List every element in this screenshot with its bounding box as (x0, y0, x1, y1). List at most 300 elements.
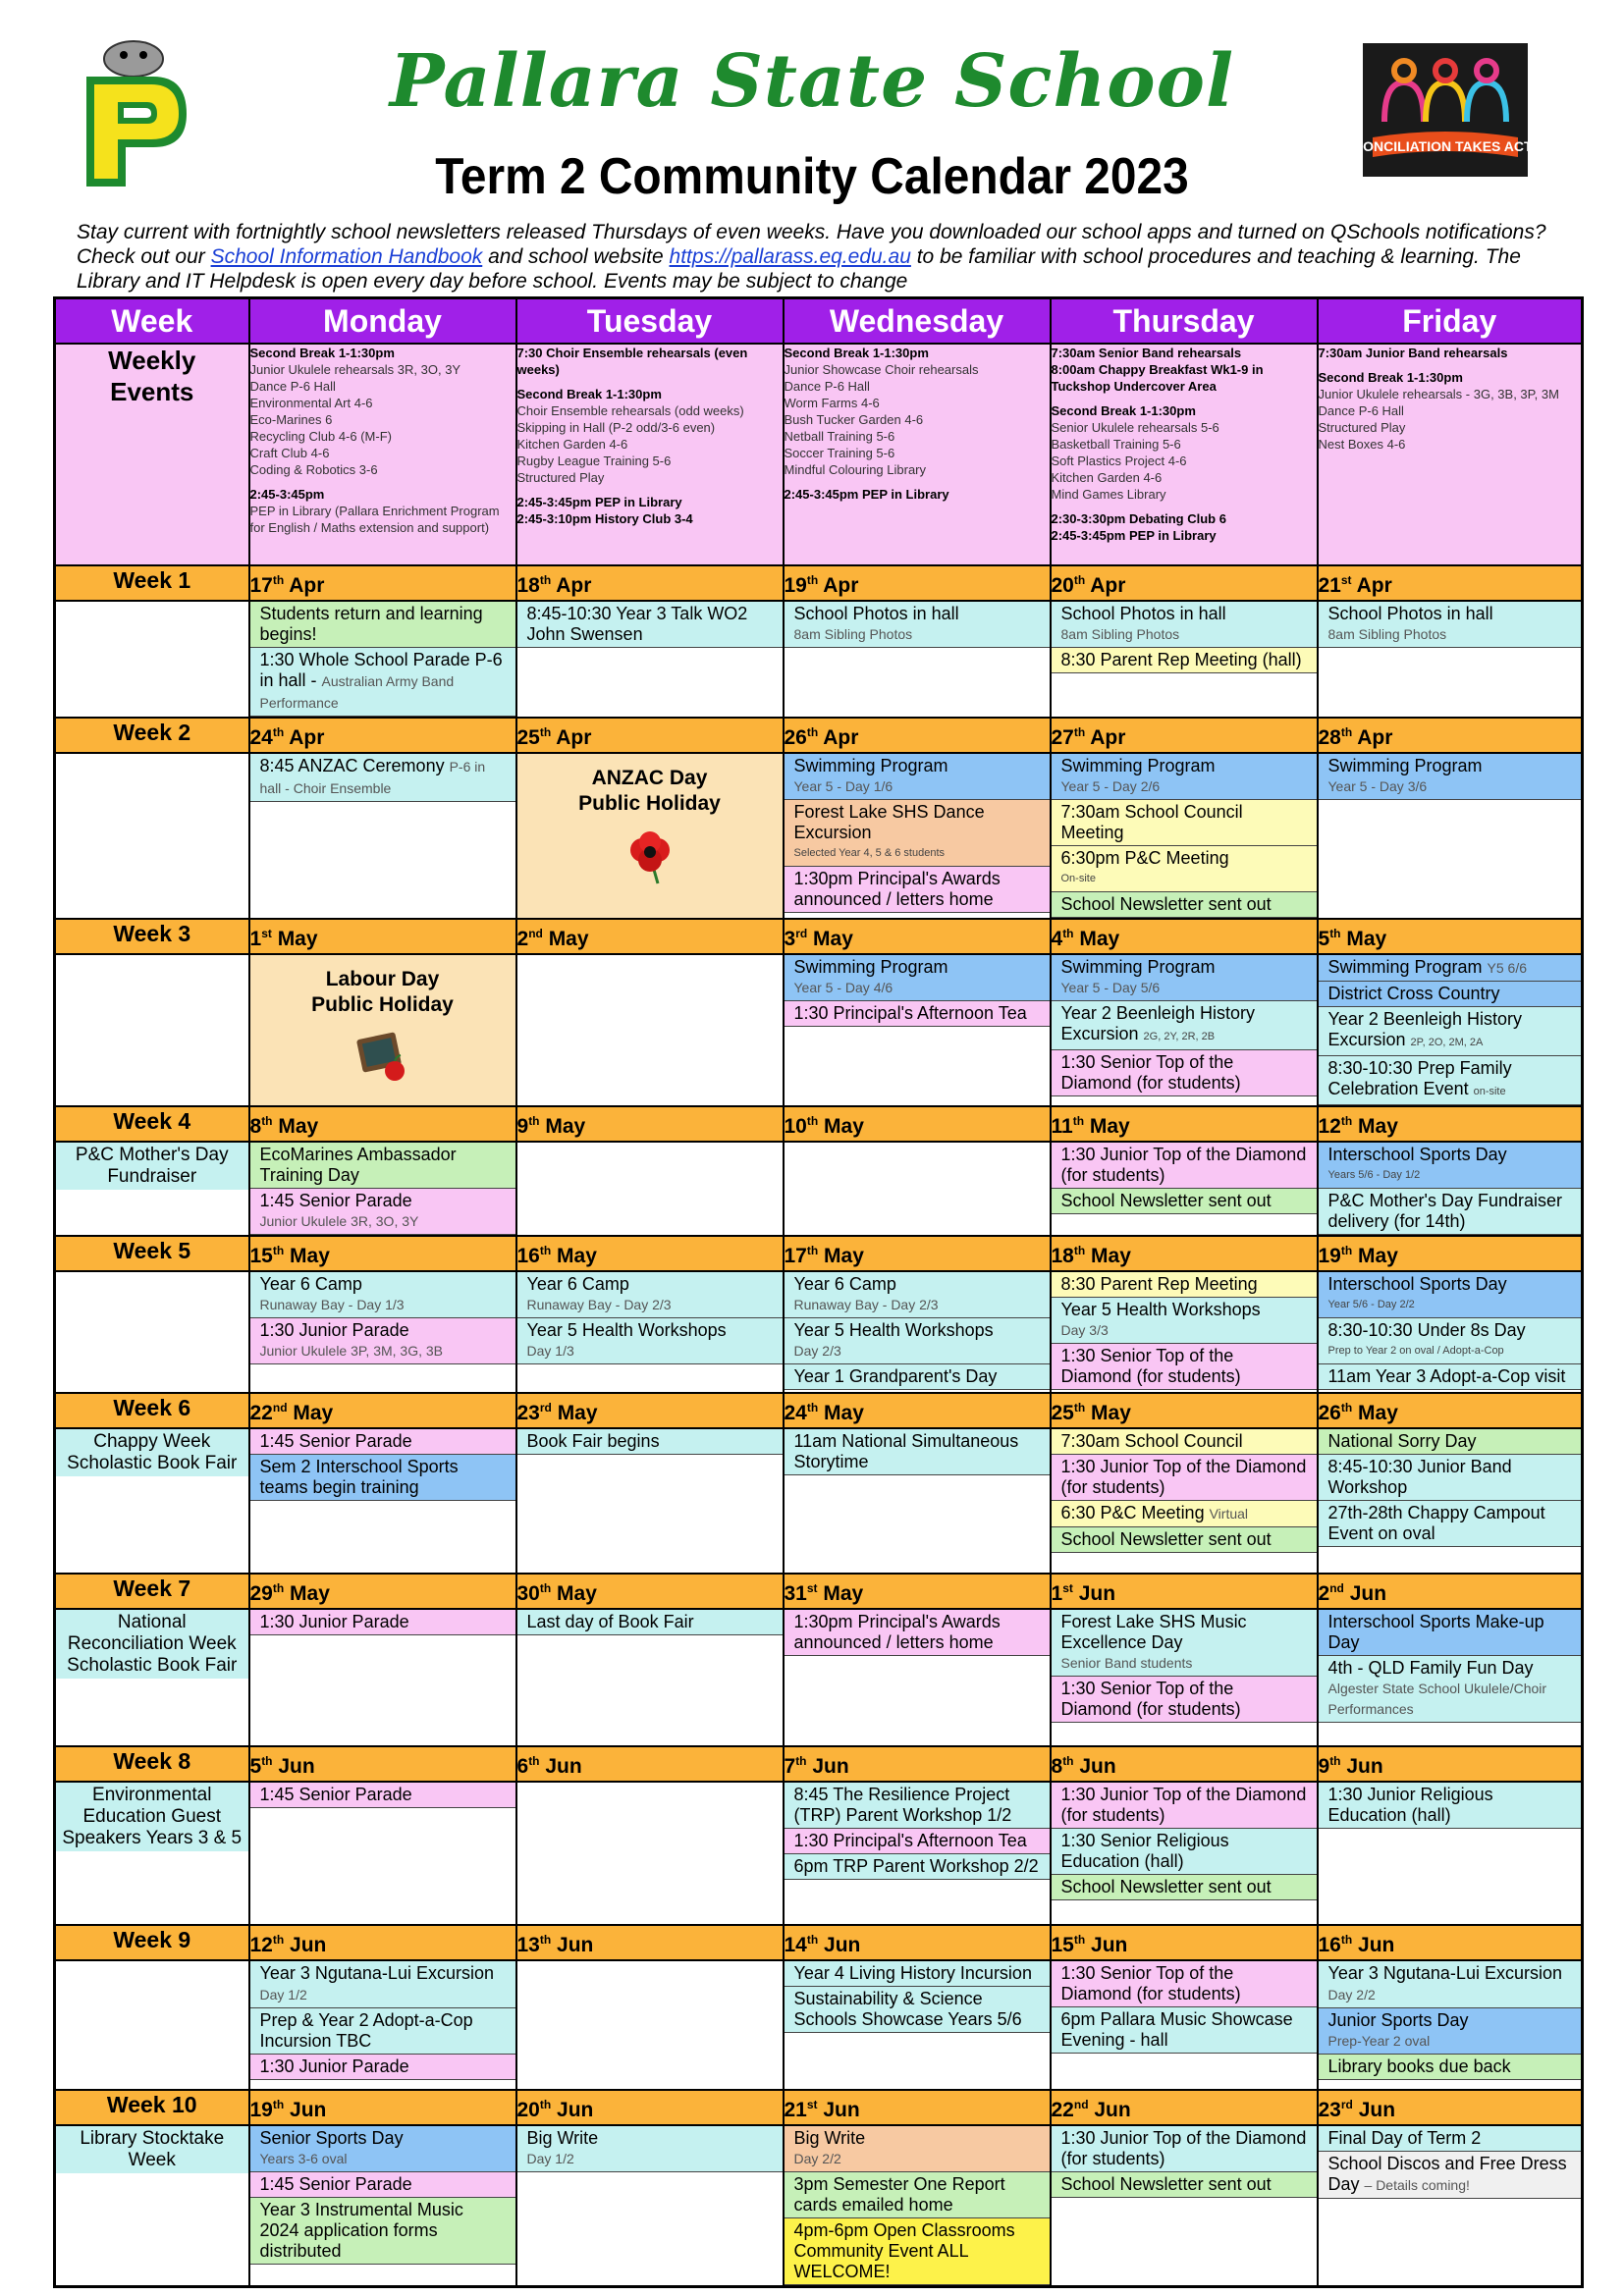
date-wednesday (784, 1393, 1051, 1428)
day-events (517, 1961, 783, 2089)
week-header-row (55, 2090, 1583, 2125)
event-detail: Junior Ukulele 3P, 3M, 3G, 3B (259, 1343, 444, 1359)
event-title: EcoMarines Ambassador Training Day (259, 1145, 457, 1185)
event-title: Last day of Book Fair (526, 1612, 694, 1631)
event-detail: Junior Ukulele 3R, 3O, 3Y (259, 1213, 419, 1229)
calendar-event (250, 1143, 515, 1189)
day-events (517, 602, 783, 717)
weekly-label-1: Weekly (108, 346, 196, 375)
date-month: May (818, 1402, 864, 1424)
day-cell-friday (1318, 1782, 1583, 1925)
event-title: Senior Sports Day (259, 2128, 404, 2148)
empty-space (517, 955, 783, 1105)
week-header-row (55, 565, 1583, 601)
date-day: 1 (249, 928, 262, 950)
day-cell-friday (1318, 1609, 1583, 1746)
handbook-link[interactable]: School Information Handbook (210, 245, 483, 268)
week-side-text: Library Stocktake Week (56, 2126, 248, 2173)
date-day: 22 (249, 1402, 273, 1424)
date-suffix: th (1062, 1754, 1074, 1768)
event-title: 8:30-10:30 Under 8s Day (1327, 1320, 1526, 1340)
day-events (785, 955, 1050, 1105)
day-cell-thursday (1051, 1271, 1318, 1393)
date-month: May (284, 1245, 330, 1267)
date-month: May (818, 1115, 864, 1138)
week-side-note (55, 601, 249, 718)
date-suffix: th (539, 1244, 552, 1257)
calendar-event (1319, 1429, 1582, 1455)
week-header-row (55, 1106, 1583, 1142)
date-month: May (551, 1582, 597, 1605)
event-title: 1:30 Whole School Parade P-6 in hall - (259, 650, 503, 690)
date-suffix: th (539, 573, 552, 587)
event-title: Year 5 Health Workshops (1060, 1300, 1261, 1319)
date-friday (1318, 565, 1583, 601)
event-title: Swimming Program (1060, 957, 1216, 977)
week-content-row (55, 753, 1583, 919)
event-detail: P-6 in hall - Choir Ensemble (259, 759, 486, 796)
week-header-row (55, 919, 1583, 954)
date-suffix: nd (1329, 1581, 1344, 1595)
date-thursday (1051, 919, 1318, 954)
day-events (1052, 1429, 1317, 1573)
calendar-event (1052, 648, 1317, 673)
calendar-event (785, 2126, 1050, 2172)
event-detail: 8am Sibling Photos (1060, 626, 1180, 642)
date-day: 2 (1318, 1582, 1330, 1605)
calendar-event (785, 1783, 1050, 1829)
calendar-event (1319, 754, 1582, 800)
date-wednesday (784, 1746, 1051, 1782)
day-events (250, 1143, 515, 1235)
event-title: 1:30pm Principal's Awards announced / letters home (793, 869, 1001, 909)
weekly-event-line: Structured Play (1318, 420, 1406, 435)
calendar-event (1319, 2055, 1582, 2080)
date-monday (249, 1393, 516, 1428)
event-note: Years 5/6 - Day 1/2 (1327, 1169, 1421, 1181)
day-events (517, 2126, 783, 2285)
anzac-holiday (517, 754, 783, 918)
event-title: Year 6 Camp (793, 1274, 896, 1294)
calendar-event (1319, 1364, 1582, 1390)
day-cell-thursday (1051, 1142, 1318, 1236)
calendar-event (1052, 1143, 1317, 1189)
event-title: 1:30pm Principal's Awards announced / letters home (793, 1612, 1001, 1652)
event-title: 6:30 P&C Meeting (1060, 1503, 1210, 1522)
day-cell-tuesday (516, 1271, 784, 1393)
date-suffix: th (806, 1114, 819, 1128)
event-title: Swimming Program (1327, 756, 1483, 775)
event-title: School Newsletter sent out (1060, 1877, 1272, 1896)
day-cell-monday (249, 1782, 516, 1925)
event-title: 6pm Pallara Music Showcase Evening - hall (1060, 2009, 1293, 2050)
labour-holiday (250, 955, 515, 1105)
weekly-event-line: 2:45-3:45pm PEP in Library (1051, 528, 1217, 543)
date-day: 29 (249, 1582, 273, 1605)
date-day: 7 (784, 1755, 796, 1778)
date-day: 20 (1051, 574, 1074, 597)
date-month: Jun (539, 1755, 582, 1778)
event-title: School Newsletter sent out (1060, 894, 1272, 914)
day-events (1319, 1610, 1582, 1745)
date-month: Jun (817, 2099, 860, 2121)
calendar-event (1052, 800, 1317, 846)
event-title: Forest Lake SHS Dance Excursion (793, 802, 985, 842)
week-label: Week 3 (55, 919, 249, 954)
day-events (1319, 1783, 1582, 1924)
date-tuesday (516, 2090, 784, 2125)
day-cell-thursday (1051, 1960, 1318, 2090)
event-title: Book Fair begins (526, 1431, 660, 1451)
empty-space (1319, 1829, 1582, 1924)
day-cell-monday (249, 1271, 516, 1393)
date-month: Apr (1352, 726, 1393, 749)
date-day: 22 (1051, 2099, 1074, 2121)
calendar-event (1052, 1189, 1317, 1214)
empty-space (785, 1475, 1050, 1573)
holiday-label: Labour Day (325, 968, 440, 990)
event-title: Swimming Program (793, 957, 948, 977)
day-cell-friday (1318, 1142, 1583, 1236)
date-day: 21 (1318, 574, 1341, 597)
date-day: 9 (1318, 1755, 1330, 1778)
day-events (785, 1961, 1050, 2089)
event-detail: Prep-Year 2 oval (1327, 2033, 1431, 2049)
weekly-event-line: Dance P-6 Hall (784, 379, 870, 394)
empty-space (785, 1027, 1050, 1105)
week-side-note (55, 1271, 249, 1393)
date-month: Jun (1352, 2099, 1396, 2121)
date-suffix: nd (1073, 2098, 1089, 2111)
event-title: Final Day of Term 2 (1327, 2128, 1482, 2148)
week-label: Week 7 (55, 1574, 249, 1609)
week-content-row (55, 1142, 1583, 1236)
date-suffix: st (1340, 573, 1352, 587)
week-content-row (55, 1609, 1583, 1746)
date-tuesday (516, 1746, 784, 1782)
day-cell-monday (249, 954, 516, 1106)
weekly-event-line: Junior Showcase Choir rehearsals (784, 362, 979, 377)
weekly-event-line: 7:30am Senior Band rehearsals (1051, 346, 1242, 360)
day-events (1319, 1961, 1582, 2089)
date-suffix: th (539, 1933, 552, 1947)
empty-space (1052, 1214, 1317, 1235)
date-friday (1318, 1236, 1583, 1271)
weekly-tuesday (516, 344, 784, 565)
date-thursday (1051, 565, 1318, 601)
date-wednesday (784, 565, 1051, 601)
event-title: 1:30 Principal's Afternoon Tea (793, 1831, 1027, 1850)
date-tuesday (516, 1925, 784, 1960)
event-title: School Photos in hall (1060, 604, 1226, 623)
date-suffix: th (272, 2098, 285, 2111)
event-title: Swimming Program (793, 756, 948, 775)
weekly-event-line: Senior Ukulele rehearsals 5-6 (1051, 420, 1219, 435)
col-monday: Monday (249, 298, 516, 345)
weekly-event-line: Recycling Club 4-6 (M-F) (249, 429, 392, 444)
date-month: Jun (1073, 1755, 1116, 1778)
week-header-row (55, 1746, 1583, 1782)
weekly-event-line: Bush Tucker Garden 4-6 (784, 412, 924, 427)
date-friday (1318, 919, 1583, 954)
date-friday (1318, 1574, 1583, 1609)
calendar-event (1052, 2007, 1317, 2054)
day-cell-friday (1318, 1271, 1583, 1393)
empty-space (1319, 1390, 1582, 1392)
empty-space (785, 648, 1050, 717)
event-title: 27th-28th Chappy Campout Event on oval (1327, 1503, 1545, 1543)
week-side-note (55, 1142, 249, 1236)
date-friday (1318, 1746, 1583, 1782)
date-tuesday (516, 718, 784, 753)
date-suffix: th (1340, 1114, 1353, 1128)
event-detail: Year 5 - Day 2/6 (1060, 778, 1161, 794)
date-suffix: st (806, 2098, 818, 2111)
day-events (250, 1610, 515, 1745)
event-title: 1:30 Senior Top of the Diamond (for students) (1060, 1346, 1241, 1386)
day-events (517, 1272, 783, 1392)
date-month: Apr (551, 574, 592, 597)
date-day: 19 (784, 574, 807, 597)
calendar-event (250, 2172, 515, 2198)
event-note: Prep to Year 2 on oval / Adopt-a-Cop (1327, 1345, 1504, 1357)
calendar-table (53, 296, 1584, 2288)
day-events (517, 1783, 783, 1924)
weekly-event-line: Second Break 1-1:30pm (249, 346, 395, 360)
date-month: May (1085, 1402, 1131, 1424)
calendar-event (1319, 2126, 1582, 2152)
day-cell-tuesday (516, 2125, 784, 2287)
date-suffix: th (1340, 1401, 1353, 1415)
date-suffix: nd (528, 927, 543, 940)
date-suffix: th (1073, 1401, 1086, 1415)
col-thursday: Thursday (1051, 298, 1318, 345)
date-tuesday (516, 1574, 784, 1609)
date-day: 24 (784, 1402, 807, 1424)
calendar-event (250, 1455, 515, 1501)
empty-space (1052, 2198, 1317, 2285)
calendar-event (1319, 1007, 1582, 1056)
calendar-event (250, 1189, 515, 1235)
weekly-event-line: Dance P-6 Hall (1318, 403, 1404, 418)
date-monday (249, 2090, 516, 2125)
date-suffix: rd (1340, 2098, 1353, 2111)
event-title: Interschool Sports Make-up Day (1327, 1612, 1544, 1652)
empty-space (1052, 1390, 1317, 1392)
day-cell-wednesday (784, 1609, 1051, 1746)
date-day: 17 (249, 574, 273, 597)
calendar-event (785, 754, 1050, 800)
weekly-event-line: Dance P-6 Hall (249, 379, 336, 394)
week-content-row (55, 2125, 1583, 2287)
date-tuesday (516, 919, 784, 954)
event-title: 11am Year 3 Adopt-a-Cop visit (1327, 1366, 1566, 1386)
date-suffix: th (1073, 573, 1086, 587)
day-events (517, 1610, 783, 1745)
date-thursday (1051, 1106, 1318, 1142)
date-day: 8 (249, 1115, 262, 1138)
date-suffix: th (806, 1401, 819, 1415)
weekly-event-line: Choir Ensemble rehearsals (odd weeks) (516, 403, 744, 418)
week-side-note (55, 1428, 249, 1574)
calendar-event (1319, 1501, 1582, 1547)
event-title: Students return and learning begins! (259, 604, 483, 644)
empty-space (1052, 1553, 1317, 1573)
event-title: 1:30 Senior Top of the Diamond (for students) (1060, 1963, 1241, 2003)
empty-space (785, 1656, 1050, 1745)
calendar-event (1319, 1056, 1582, 1105)
calendar-event (785, 1429, 1050, 1475)
date-month: May (1085, 1245, 1131, 1267)
school-name: Pallara State School (389, 39, 1235, 124)
event-title: 3pm Semester One Report cards emailed home (793, 2174, 1005, 2215)
date-suffix: st (1062, 1581, 1073, 1595)
event-title: Prep & Year 2 Adopt-a-Cop Incursion TBC (259, 2010, 473, 2051)
event-title: P&C Mother's Day Fundraiser delivery (for 14th) (1327, 1191, 1563, 1231)
calendar-event (1052, 1783, 1317, 1829)
empty-space (1319, 2080, 1582, 2089)
date-monday (249, 1106, 516, 1142)
intro-text-2: and school website (482, 245, 670, 268)
calendar-event (250, 1961, 515, 2008)
week-side-note (55, 1609, 249, 1746)
date-suffix: th (795, 1754, 807, 1768)
event-title: 1:30 Junior Religious Education (hall) (1327, 1785, 1493, 1825)
empty-space (250, 1501, 515, 1573)
day-events (1052, 2126, 1317, 2285)
calendar-event (1052, 1961, 1317, 2007)
calendar-event (1052, 846, 1317, 892)
date-day: 15 (249, 1245, 273, 1267)
day-events (517, 1429, 783, 1573)
day-events (250, 1961, 515, 2089)
date-day: 19 (1318, 1245, 1341, 1267)
date-thursday (1051, 718, 1318, 753)
event-title: Sem 2 Interschool Sports teams begin training (259, 1457, 459, 1497)
calendar-event (1319, 1610, 1582, 1656)
date-suffix: th (1073, 1933, 1086, 1947)
date-month: Jun (1352, 1934, 1395, 1956)
event-title: 1:45 Senior Parade (259, 2174, 412, 2194)
calendar-event (517, 2126, 783, 2172)
day-cell-wednesday (784, 753, 1051, 919)
event-note: Selected Year 4, 5 & 6 students (793, 847, 946, 859)
date-wednesday (784, 919, 1051, 954)
event-detail: Runaway Bay - Day 1/3 (259, 1297, 405, 1312)
date-month: May (551, 1402, 598, 1424)
event-title: 8:45-10:30 Junior Band Workshop (1327, 1457, 1512, 1497)
week-header-row (55, 1925, 1583, 1960)
day-cell-wednesday (784, 601, 1051, 718)
calendar-event (785, 1829, 1050, 1854)
calendar-event (785, 1001, 1050, 1027)
date-suffix: th (1073, 1244, 1086, 1257)
weekly-event-line: Basketball Training 5-6 (1051, 437, 1181, 452)
empty-space (785, 2033, 1050, 2089)
week-content-row (55, 601, 1583, 718)
calendar-event (785, 867, 1050, 913)
date-month: Jun (1088, 2099, 1131, 2121)
day-events (1052, 1272, 1317, 1392)
event-note: On-site (1060, 873, 1096, 884)
event-title: 8:45-10:30 Year 3 Talk WO2 John Swensen (526, 604, 748, 644)
date-suffix: th (272, 1581, 285, 1595)
date-day: 16 (1318, 1934, 1341, 1956)
weekly-event-line: 2:45-3:45pm (249, 487, 325, 502)
event-title: 1:30 Senior Top of the Diamond (for students) (1060, 1052, 1241, 1093)
date-day: 23 (1318, 2099, 1341, 2121)
date-month: Jun (818, 1934, 861, 1956)
event-title: Big Write (793, 2128, 866, 2148)
calendar-event (1319, 1656, 1582, 1723)
weekly-event-line: Soccer Training 5-6 (784, 446, 895, 460)
date-day: 19 (249, 2099, 273, 2121)
event-detail: Years 3-6 oval (259, 2151, 348, 2166)
date-suffix: st (806, 1581, 818, 1595)
date-suffix: th (272, 725, 285, 739)
calendar-event (1319, 1783, 1582, 1829)
date-monday (249, 718, 516, 753)
day-cell-tuesday (516, 1609, 784, 1746)
website-link[interactable]: https://pallarass.eq.edu.au (669, 245, 911, 268)
date-tuesday (516, 565, 784, 601)
week-label: Week 1 (55, 565, 249, 601)
week-label: Week 8 (55, 1746, 249, 1782)
date-month: May (287, 1402, 334, 1424)
day-events (250, 602, 515, 717)
event-title: Year 2 Beenleigh History Excursion (1327, 1009, 1522, 1049)
day-cell-thursday (1051, 1428, 1318, 1574)
day-events (1052, 602, 1317, 717)
date-day: 16 (516, 1245, 540, 1267)
empty-space (785, 913, 1050, 918)
day-cell-friday (1318, 954, 1583, 1106)
date-day: 12 (249, 1934, 273, 1956)
day-events (785, 1272, 1050, 1392)
date-month: May (1352, 1115, 1398, 1138)
col-wednesday: Wednesday (784, 298, 1051, 345)
event-title: Year 2 Beenleigh History Excursion (1060, 1003, 1255, 1043)
col-friday: Friday (1318, 298, 1583, 345)
empty-space (517, 2172, 783, 2285)
date-day: 26 (784, 726, 807, 749)
date-day: 25 (516, 726, 540, 749)
date-month: Apr (1351, 574, 1392, 597)
date-day: 31 (784, 1582, 807, 1605)
day-cell-thursday (1051, 2125, 1318, 2287)
day-events (1052, 955, 1317, 1105)
date-suffix: th (528, 1754, 540, 1768)
empty-space (1319, 2199, 1582, 2285)
week-header-row (55, 718, 1583, 753)
event-title: 6pm TRP Parent Workshop 2/2 (793, 1856, 1039, 1876)
event-detail: Year 5 - Day 5/6 (1060, 980, 1161, 995)
calendar-event (785, 602, 1050, 648)
event-detail: Virtual (1209, 1506, 1249, 1522)
date-day: 4 (1051, 928, 1063, 950)
weekly-event-line: Nest Boxes 4-6 (1318, 437, 1406, 452)
weekly-wednesday (784, 344, 1051, 565)
empty-space (517, 1961, 783, 2089)
date-thursday (1051, 1574, 1318, 1609)
date-month: Apr (284, 726, 325, 749)
calendar-event (1052, 1001, 1317, 1050)
date-suffix: th (1340, 1933, 1353, 1947)
event-detail: Day 2/3 (793, 1343, 841, 1359)
day-events (1319, 2126, 1582, 2285)
date-tuesday (516, 1106, 784, 1142)
date-month: May (284, 1582, 330, 1605)
